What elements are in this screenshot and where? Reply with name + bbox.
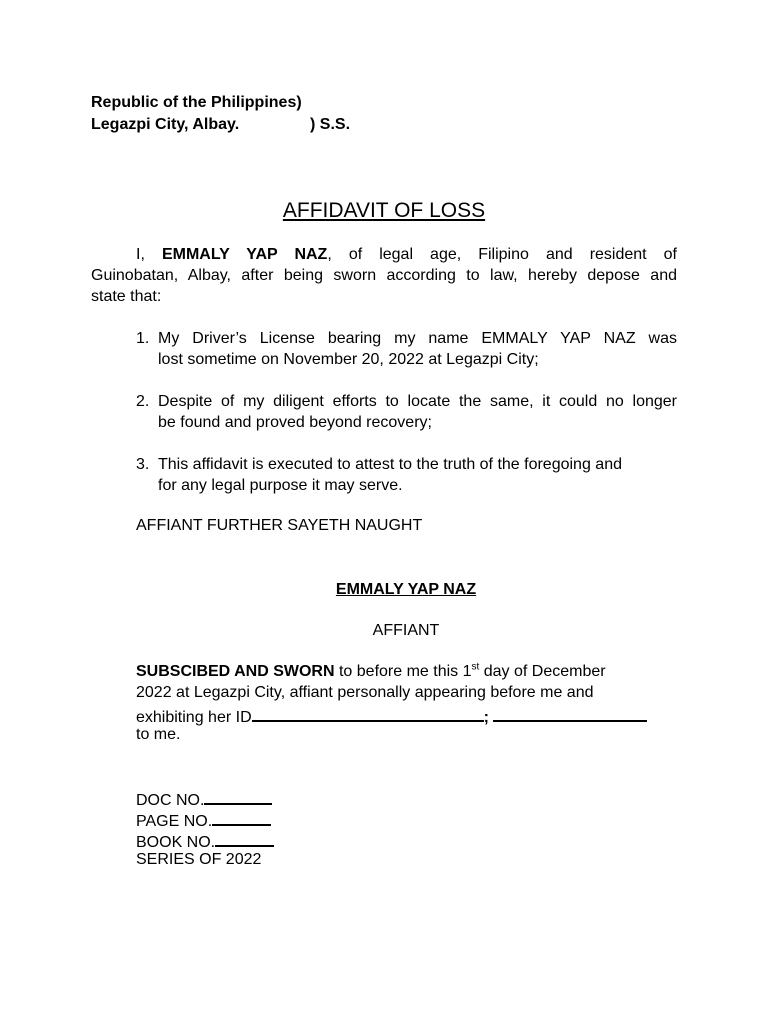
signature-role: AFFIANT (372, 622, 440, 639)
jurat-line-4: to me. (136, 726, 181, 743)
intro-line-2: Guinobatan, Albay, after being sworn according to law, hereby depose and (91, 267, 677, 284)
document-title: AFFIDAVIT OF LOSS (282, 199, 486, 222)
intro-line-1-rest: , of legal age, Filipino and resident of (327, 246, 677, 263)
caption-republic: Republic of the Philippines) (91, 94, 302, 111)
jurat-line-1-a: to before me this 1 (334, 663, 472, 680)
jurat-bold: SUBSCIBED AND SWORN (136, 663, 335, 680)
jurat-line-1 (136, 663, 606, 681)
item-2-line-1: Despite of my diligent efforts to locate the same, it could no longer (158, 393, 677, 410)
jurat-line-3 (136, 705, 647, 727)
doc-no-blank (204, 788, 272, 805)
intro-prefix: I, (136, 246, 162, 263)
item-2-line-2: be found and proved beyond recovery; (158, 414, 432, 431)
series: SERIES OF 2022 (136, 851, 262, 868)
page-no (136, 809, 271, 831)
item-1-line-2: lost sometime on November 20, 2022 at Legazpi City; (158, 351, 539, 368)
id-blank-line (252, 705, 484, 722)
book-no-blank (215, 830, 274, 847)
book-no (136, 830, 274, 852)
id-date-blank-line (493, 705, 647, 722)
jurat-separator: ; (483, 709, 494, 726)
caption-ss: ) S.S. (310, 116, 351, 133)
jurat-ordinal: st (471, 661, 480, 673)
item-1-line-1: My Driver’s License bearing my name EMMALY YAP NAZ was (158, 330, 677, 347)
jurat-line-2: 2022 at Legazpi City, affiant personally appearing before me and (136, 684, 594, 701)
jurat-line-1-b: day of December (479, 663, 606, 680)
book-no-label: BOOK NO. (136, 834, 216, 851)
item-2-number: 2. (136, 393, 150, 410)
further-sayeth: AFFIANT FURTHER SAYETH NAUGHT (136, 517, 423, 534)
item-3-line-2: for any legal purpose it may serve. (158, 477, 403, 494)
page-no-blank (212, 809, 271, 826)
intro-line-1 (136, 246, 677, 264)
intro-line-3: state that: (91, 288, 162, 305)
item-3-number: 3. (136, 456, 150, 473)
affiant-name-inline: EMMALY YAP NAZ (161, 246, 328, 263)
signature-name: EMMALY YAP NAZ (335, 581, 477, 598)
item-1-number: 1. (136, 330, 150, 347)
jurat-id-label: exhibiting her ID (136, 709, 252, 726)
doc-no-label: DOC NO. (136, 792, 205, 809)
item-3-line-1: This affidavit is executed to attest to the truth of the foregoing and (158, 456, 622, 473)
doc-no (136, 788, 272, 810)
page-no-label: PAGE NO. (136, 813, 213, 830)
caption-city: Legazpi City, Albay. (91, 116, 240, 133)
